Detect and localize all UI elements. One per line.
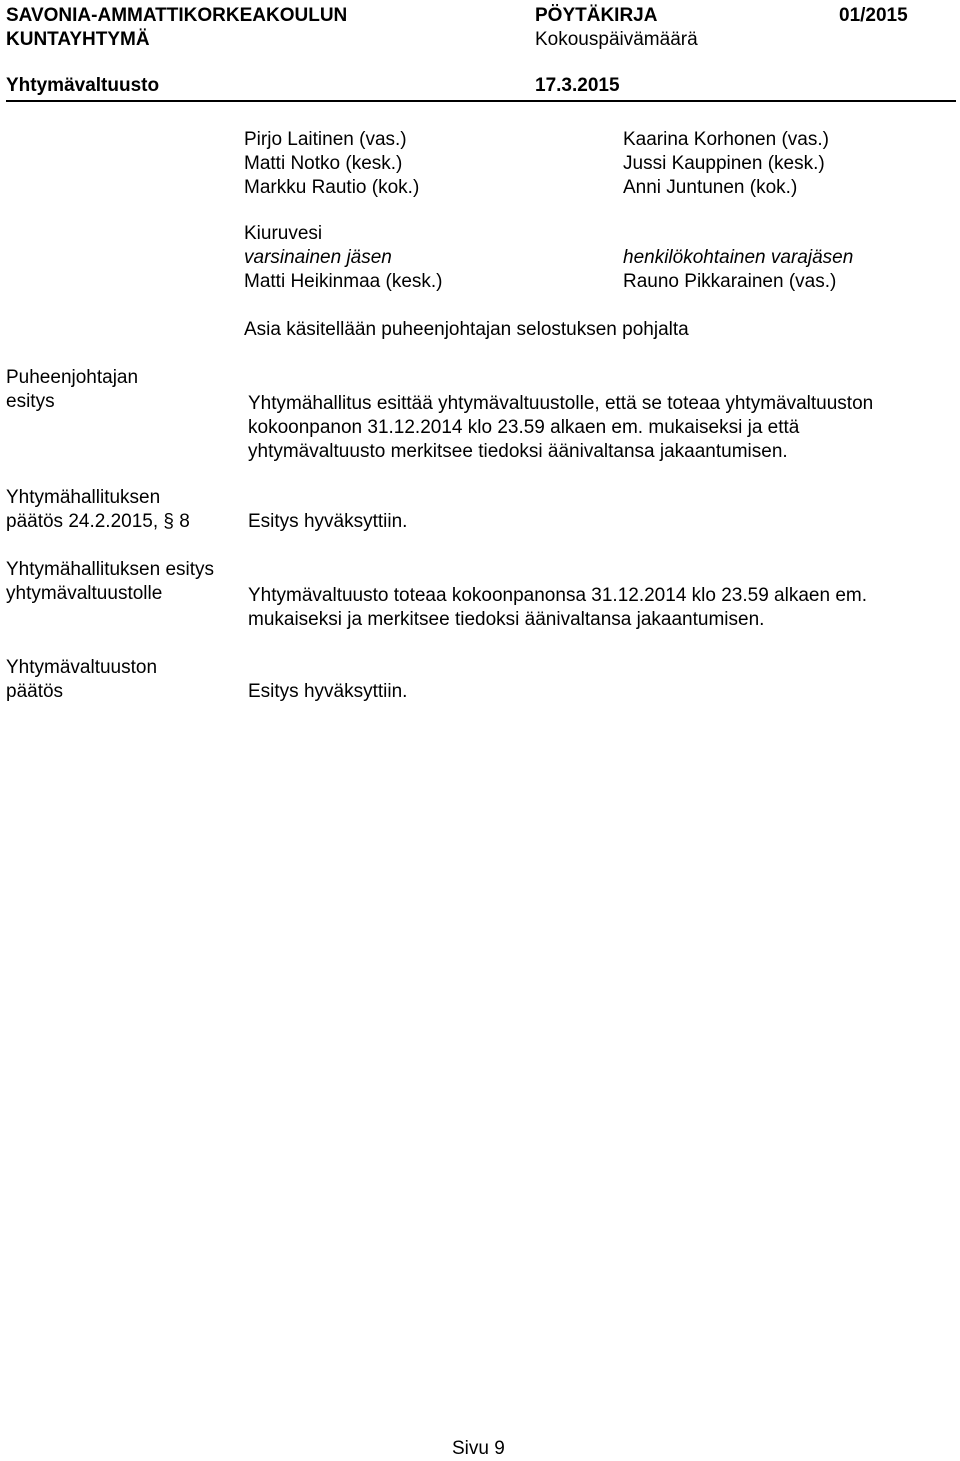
deputy-name: Kaarina Korhonen (vas.) xyxy=(623,129,829,150)
header-divider xyxy=(6,100,956,102)
section-label-chair-proposal: Puheenjohtajan xyxy=(6,367,139,388)
member-name: Matti Notko (kesk.) xyxy=(244,153,403,174)
section-label-council-decision: Yhtymävaltuuston xyxy=(6,657,158,678)
board-proposal-text: mukaiseksi ja merkitsee tiedoksi äänivaltansa jakaantumisen. xyxy=(248,609,765,630)
members-left-column xyxy=(244,128,419,200)
chair-proposal-text: kokoonpanon 31.12.2014 klo 23.59 alkaen em. mukaiseksi ja että xyxy=(248,417,800,438)
board-decision-text: Esitys hyväksyttiin. xyxy=(248,511,408,532)
intro-text: Asia käsitellään puheenjohtajan selostuksen pohjalta xyxy=(244,319,689,340)
deputy-name: Jussi Kauppinen (kesk.) xyxy=(623,153,825,174)
section-label-board-decision-2: päätös 24.2.2015, § 8 xyxy=(6,511,190,532)
section-label-board-proposal-2: yhtymävaltuustolle xyxy=(6,583,163,604)
meeting-date: 17.3.2015 xyxy=(535,75,620,96)
org-name-line1: SAVONIA-AMMATTIKORKEAKOULUN xyxy=(6,5,348,26)
governing-body-name: Yhtymävaltuusto xyxy=(6,75,160,96)
chair-proposal-text: yhtymävaltuusto merkitsee tiedoksi äänivaltansa jakaantumisen. xyxy=(248,441,788,462)
members-right-column xyxy=(623,128,829,200)
section-label-board-decision: Yhtymähallituksen xyxy=(6,487,161,508)
meeting-date-label: Kokouspäivämäärä xyxy=(535,29,698,50)
regular-member-label: varsinainen jäsen xyxy=(244,247,392,268)
municipality-name: Kiuruvesi xyxy=(244,223,323,244)
section-label-board-proposal: Yhtymähallituksen esitys xyxy=(6,559,215,580)
regular-member-name: Matti Heikinmaa (kesk.) xyxy=(244,271,443,292)
council-decision-text: Esitys hyväksyttiin. xyxy=(248,681,408,702)
member-name: Pirjo Laitinen (vas.) xyxy=(244,129,407,150)
deputy-member-name: Rauno Pikkarainen (vas.) xyxy=(623,271,837,292)
chair-proposal-text: Yhtymähallitus esittää yhtymävaltuustolle, että se toteaa yhtymävaltuuston xyxy=(248,393,874,414)
member-name: Markku Rautio (kok.) xyxy=(244,177,420,198)
document-number: 01/2015 xyxy=(839,5,908,26)
board-proposal-text: Yhtymävaltuusto toteaa kokoonpanonsa 31.12.2014 klo 23.59 alkaen em. xyxy=(248,585,867,606)
document-type: PÖYTÄKIRJA xyxy=(535,5,658,26)
section-label-chair-proposal-2: esitys xyxy=(6,391,55,412)
org-name-line2: KUNTAYHTYMÄ xyxy=(6,29,150,50)
deputy-member-label: henkilökohtainen varajäsen xyxy=(623,247,854,268)
page-number: Sivu 9 xyxy=(452,1438,505,1459)
section-label-council-decision-2: päätös xyxy=(6,681,64,702)
deputy-name: Anni Juntunen (kok.) xyxy=(623,177,798,198)
